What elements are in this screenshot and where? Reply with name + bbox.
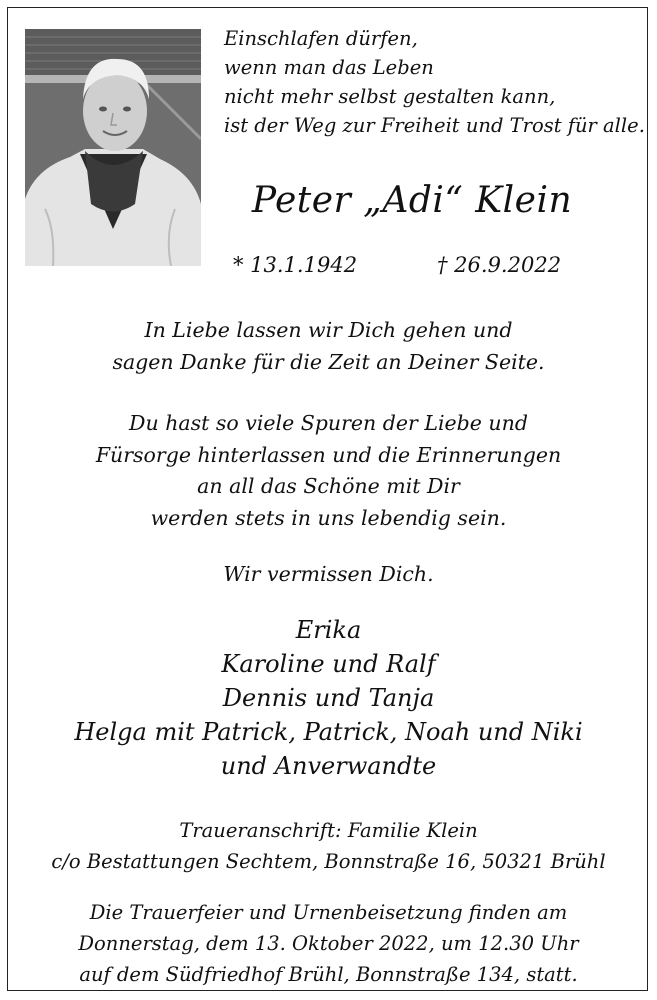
address-line: Traueranschrift: Familie Klein	[179, 819, 478, 842]
ceremony-line: Donnerstag, dem 13. Oktober 2022, um 12.30 Uhr	[78, 932, 579, 955]
ceremony-line: auf dem Südfriedhof Brühl, Bonnstraße 134, statt.	[79, 963, 578, 986]
poem-line: Einschlafen dürfen,	[224, 27, 418, 50]
farewell-text	[0, 315, 657, 378]
poem-line: nicht mehr selbst gestalten kann,	[224, 85, 556, 108]
farewell-line: sagen Danke für die Zeit an Deiner Seite.	[112, 349, 545, 374]
ceremony-line: Die Trauerfeier und Urnenbeisetzung finden am	[89, 901, 568, 924]
birth-date: * 13.1.1942	[233, 253, 358, 277]
tribute-line: Fürsorge hinterlassen und die Erinnerungen	[95, 442, 562, 467]
poem-line: ist der Weg zur Freiheit und Trost für alle.	[224, 114, 645, 137]
ceremony-info	[0, 897, 657, 990]
deceased-name: Peter „Adi“ Klein	[251, 180, 573, 221]
farewell-line: In Liebe lassen wir Dich gehen und	[144, 318, 513, 342]
tribute-line: Du hast so viele Spuren der Liebe und	[129, 411, 528, 435]
tribute-line: an all das Schöne mit Dir	[197, 474, 460, 498]
mourner-entry: Karoline und Ralf	[221, 650, 436, 678]
poem	[224, 24, 644, 140]
mourning-address	[0, 815, 657, 877]
closing-line: Wir vermissen Dich.	[223, 562, 434, 586]
mourners-list	[0, 613, 657, 783]
death-date: † 26.9.2022	[437, 253, 562, 277]
mourner-entry: und Anverwandte	[220, 752, 437, 780]
mourner-entry: Helga mit Patrick, Patrick, Noah und Niki	[74, 718, 583, 746]
mourner-entry: Dennis und Tanja	[222, 684, 435, 712]
mourner-entry: Erika	[295, 616, 362, 644]
poem-line: wenn man das Leben	[224, 56, 434, 79]
tribute-line: werden stets in uns lebendig sein.	[150, 505, 507, 530]
tribute-text	[0, 408, 657, 534]
address-line: c/o Bestattungen Sechtem, Bonnstraße 16, 50321 Brühl	[51, 850, 606, 873]
portrait-photo	[25, 29, 201, 266]
